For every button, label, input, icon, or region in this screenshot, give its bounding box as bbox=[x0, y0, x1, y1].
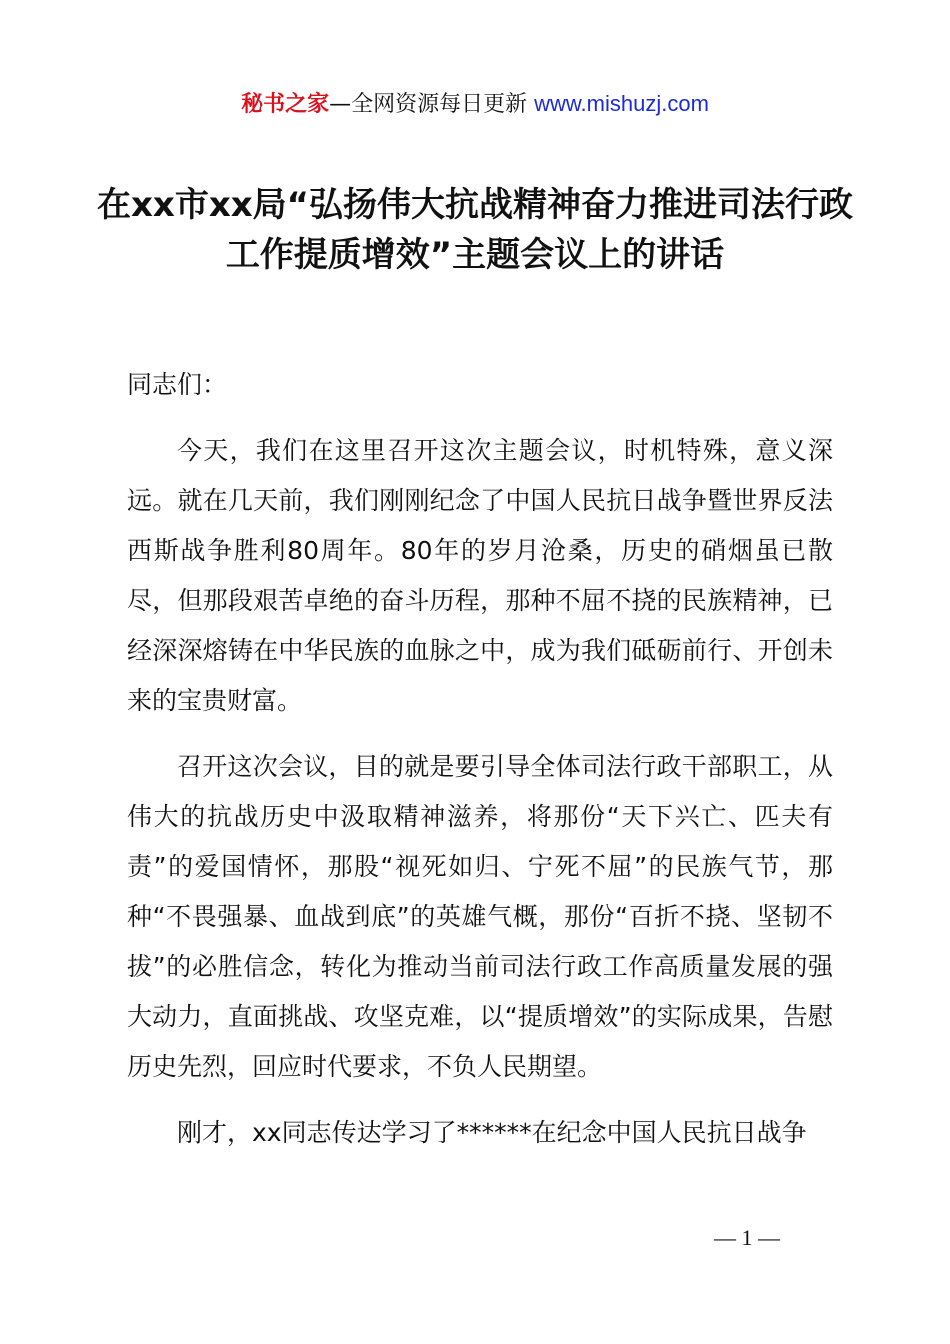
site-header bbox=[0, 88, 950, 121]
salutation: 同志们： bbox=[127, 370, 228, 399]
document-body bbox=[127, 360, 833, 1174]
website-link[interactable]: www.mishuzj.com bbox=[534, 91, 709, 116]
header-tagline: —全网资源每日更新 bbox=[329, 92, 535, 117]
paragraph-3: 刚才，xx同志传达学习了******在纪念中国人民抗日战争 bbox=[177, 1118, 807, 1147]
paragraph-2: 召开这次会议，目的就是要引导全体司法行政干部职工，从伟大的抗战历史中汲取精神滋养，将那份“天下兴亡、匹夫有责”的爱国情怀，那股“视死如归、宁死不屈”的民族气节，那种“不畏强暴、血战到底”的英雄气概，那份“百折不挠、坚韧不拔”的必胜信念，转化为推动当前司法行政工作高质量发展的强大动力，直面挑战、攻坚克难，以“提质增效”的实际成果，告慰历史先烈，回应时代要求，不负人民期望。 bbox=[127, 752, 833, 1081]
document-title: 在xx市xx局“弘扬伟大抗战精神奋力推进司法行政工作提质增效”主题会议上的讲话 bbox=[96, 185, 854, 275]
page-number: — 1 — bbox=[714, 1225, 780, 1250]
paragraph-1: 今天，我们在这里召开这次主题会议，时机特殊，意义深远。就在几天前，我们刚刚纪念了中国人民抗日战争暨世界反法西斯战争胜利80周年。80年的岁月沧桑，历史的硝烟虽已散尽，但那段艰苦卓绝的奋斗历程，那种不屈不挠的民族精神，已经深深熔铸在中华民族的血脉之中，成为我们砥砺前行、开创未来的宝贵财富。 bbox=[127, 436, 833, 715]
brand-name: 秘书之家 bbox=[241, 92, 330, 117]
